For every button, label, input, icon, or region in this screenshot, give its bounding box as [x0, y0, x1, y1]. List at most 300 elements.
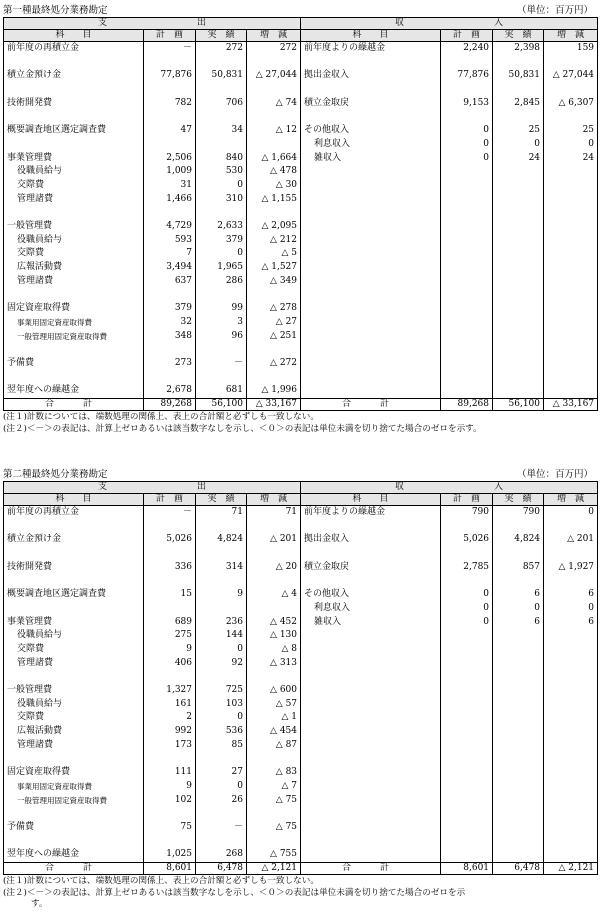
expenditure-item [4, 110, 144, 124]
table-row [4, 124, 598, 138]
expenditure-plan: 406 [144, 657, 196, 671]
expenditure-plan: 1,466 [144, 193, 196, 207]
expenditure-item: 積立金預け金 [4, 69, 144, 83]
expenditure-actual [196, 807, 247, 821]
expenditure-plan: 2 [144, 711, 196, 725]
revenue-diff [544, 110, 598, 124]
expenditure-diff: △ 272 [247, 357, 301, 371]
revenue-item: 前年度よりの繰越金 [301, 506, 441, 520]
revenue-plan [441, 330, 493, 344]
table-row [4, 821, 598, 835]
expenditure-actual: 96 [196, 330, 247, 344]
revenue-item: 雑収入 [301, 152, 441, 166]
expenditure-item: 技術開発費 [4, 561, 144, 575]
revenue-actual [493, 766, 544, 780]
expenditure-actual: 71 [196, 506, 247, 520]
expenditure-item: 交際費 [4, 711, 144, 725]
revenue-diff [544, 330, 598, 344]
revenue-plan [441, 261, 493, 275]
revenue-actual: 790 [493, 506, 544, 520]
revenue-plan: 0 [441, 124, 493, 138]
expenditure-diff: △ 130 [247, 629, 301, 643]
expenditure-plan: 637 [144, 275, 196, 289]
revenue-plan [441, 206, 493, 220]
expenditure-diff: △ 454 [247, 725, 301, 739]
expenditure-diff: △ 87 [247, 739, 301, 753]
revenue-plan [441, 821, 493, 835]
revenue-plan: 2,240 [441, 42, 493, 56]
expenditure-item: 前年度の再積立金 [4, 506, 144, 520]
revenue-plan: 0 [441, 138, 493, 152]
revenue-actual [493, 739, 544, 753]
expenditure-plan: 111 [144, 766, 196, 780]
revenue-plan [441, 302, 493, 316]
revenue-actual [493, 807, 544, 821]
table-row [4, 165, 598, 179]
table-row [4, 807, 598, 821]
revenue-actual [493, 165, 544, 179]
expenditure-item: 管理諸費 [4, 657, 144, 671]
revenue-plan [441, 848, 493, 862]
expenditure-actual: 9 [196, 588, 247, 602]
revenue-item [301, 753, 441, 767]
expenditure-plan: 173 [144, 739, 196, 753]
revenue-actual: 24 [493, 152, 544, 166]
revenue-plan [441, 110, 493, 124]
section-title: 第一種最終処分業務勘定 [3, 5, 108, 16]
revenue-item [301, 316, 441, 330]
table-row [4, 384, 598, 398]
expenditure-item [4, 520, 144, 534]
budget-table [3, 481, 598, 875]
expenditure-item: 事業用固定資産取得費 [4, 780, 144, 794]
table-row [4, 711, 598, 725]
expenditure-diff: △ 75 [247, 794, 301, 808]
revenue-actual [493, 725, 544, 739]
expenditure-plan: 336 [144, 561, 196, 575]
expenditure-plan: 161 [144, 698, 196, 712]
expenditure-item [4, 371, 144, 385]
revenue-plan [441, 83, 493, 97]
expenditure-diff: △ 74 [247, 97, 301, 111]
expenditure-diff [247, 602, 301, 616]
table-row [4, 316, 598, 330]
revenue-item: 雑収入 [301, 616, 441, 630]
unit-label: （単位：百万円） [516, 5, 593, 16]
revenue-plan [441, 753, 493, 767]
revenue-actual [493, 670, 544, 684]
table-row [4, 247, 598, 261]
revenue-plan [441, 643, 493, 657]
expenditure-diff [247, 670, 301, 684]
table-row [4, 138, 598, 152]
total-expenditure-diff: △ 2,121 [247, 863, 301, 875]
col-actual: 実 績 [493, 494, 544, 506]
expenditure-actual: 530 [196, 165, 247, 179]
col-diff: 増 減 [544, 30, 598, 42]
table-row [4, 69, 598, 83]
expenditure-plan: 77,876 [144, 69, 196, 83]
revenue-diff [544, 848, 598, 862]
expenditure-plan [144, 547, 196, 561]
revenue-diff: 159 [544, 42, 598, 56]
expenditure-plan: 102 [144, 794, 196, 808]
revenue-diff: 6 [544, 616, 598, 630]
col-item: 科 目 [301, 494, 441, 506]
expenditure-diff [247, 371, 301, 385]
expenditure-item: 交際費 [4, 247, 144, 261]
expenditure-plan: 1,025 [144, 848, 196, 862]
expenditure-actual: 0 [196, 780, 247, 794]
revenue-diff [544, 725, 598, 739]
expenditure-plan: － [144, 42, 196, 56]
revenue-item [301, 83, 441, 97]
table-row [4, 289, 598, 303]
revenue-item [301, 330, 441, 344]
revenue-actual [493, 371, 544, 385]
table-row [4, 330, 598, 344]
expenditure-item [4, 138, 144, 152]
revenue-actual [493, 275, 544, 289]
revenue-item [301, 220, 441, 234]
revenue-actual [493, 711, 544, 725]
note-line: す。 [31, 899, 48, 910]
expenditure-plan [144, 807, 196, 821]
expenditure-header: 支 出 [4, 482, 301, 494]
revenue-plan [441, 739, 493, 753]
table-row [4, 629, 598, 643]
revenue-diff: 25 [544, 124, 598, 138]
revenue-actual [493, 643, 544, 657]
expenditure-actual: － [196, 821, 247, 835]
expenditure-item: 管理諸費 [4, 193, 144, 207]
expenditure-item: 一般管理費 [4, 684, 144, 698]
expenditure-item: 役職員給与 [4, 629, 144, 643]
expenditure-actual [196, 56, 247, 70]
revenue-actual [493, 657, 544, 671]
expenditure-diff: △ 313 [247, 657, 301, 671]
expenditure-item: 固定資産取得費 [4, 302, 144, 316]
expenditure-item [4, 574, 144, 588]
revenue-diff [544, 302, 598, 316]
total-label: 合 計 [4, 399, 144, 411]
note-line: (注１)計数については、端数処理の関係上、表上の合計額と必ずしも一致しない。 [3, 876, 319, 887]
revenue-actual: 25 [493, 124, 544, 138]
notes [3, 876, 597, 911]
revenue-diff [544, 289, 598, 303]
expenditure-item: 管理諸費 [4, 739, 144, 753]
table-row [4, 97, 598, 111]
revenue-diff [544, 83, 598, 97]
revenue-actual [493, 357, 544, 371]
note-line: (注２)＜－＞の表記は、計算上ゼロあるいは該当数字なしを示し、＜０＞の表記は単位未満を切り捨てた場合のゼロを示す。 [3, 423, 482, 434]
expenditure-item: 一般管理用固定資産取得費 [4, 794, 144, 808]
revenue-diff [544, 343, 598, 357]
revenue-diff [544, 165, 598, 179]
expenditure-item: 固定資産取得費 [4, 766, 144, 780]
revenue-actual [493, 289, 544, 303]
expenditure-plan: 992 [144, 725, 196, 739]
revenue-actual [493, 520, 544, 534]
revenue-plan [441, 520, 493, 534]
revenue-item: その他収入 [301, 588, 441, 602]
revenue-item [301, 807, 441, 821]
expenditure-item: 広報活動費 [4, 725, 144, 739]
col-plan: 計 画 [441, 494, 493, 506]
total-row [4, 863, 598, 875]
revenue-diff: △ 1,927 [544, 561, 598, 575]
expenditure-diff: △ 600 [247, 684, 301, 698]
expenditure-diff: △ 27 [247, 316, 301, 330]
revenue-actual: 6 [493, 588, 544, 602]
expenditure-diff: △ 349 [247, 275, 301, 289]
revenue-diff [544, 684, 598, 698]
revenue-plan [441, 766, 493, 780]
revenue-diff: △ 27,044 [544, 69, 598, 83]
expenditure-plan [144, 138, 196, 152]
expenditure-item: 管理諸費 [4, 275, 144, 289]
expenditure-item [4, 807, 144, 821]
revenue-plan [441, 193, 493, 207]
expenditure-plan: 3,494 [144, 261, 196, 275]
expenditure-plan: 273 [144, 357, 196, 371]
revenue-plan [441, 179, 493, 193]
expenditure-diff: △ 7 [247, 780, 301, 794]
expenditure-actual: 840 [196, 152, 247, 166]
expenditure-diff [247, 835, 301, 849]
expenditure-item: 予備費 [4, 821, 144, 835]
revenue-diff: 0 [544, 138, 598, 152]
expenditure-actual: 0 [196, 711, 247, 725]
revenue-diff [544, 657, 598, 671]
expenditure-actual: 3 [196, 316, 247, 330]
revenue-item: その他収入 [301, 124, 441, 138]
revenue-item [301, 547, 441, 561]
revenue-actual: 0 [493, 602, 544, 616]
table-row [4, 588, 598, 602]
revenue-item [301, 670, 441, 684]
expenditure-item: 役職員給与 [4, 698, 144, 712]
revenue-plan [441, 384, 493, 398]
revenue-item: 拠出金収入 [301, 69, 441, 83]
expenditure-item: 交際費 [4, 179, 144, 193]
revenue-plan [441, 316, 493, 330]
expenditure-plan [144, 206, 196, 220]
revenue-plan [441, 629, 493, 643]
expenditure-plan: 47 [144, 124, 196, 138]
expenditure-actual: 681 [196, 384, 247, 398]
expenditure-actual: 99 [196, 302, 247, 316]
notes [3, 412, 597, 435]
expenditure-item [4, 83, 144, 97]
total-label: 合 計 [301, 863, 441, 875]
col-plan: 計 画 [144, 494, 196, 506]
expenditure-plan: 782 [144, 97, 196, 111]
revenue-actual: 2,398 [493, 42, 544, 56]
revenue-item [301, 520, 441, 534]
expenditure-item: 一般管理費 [4, 220, 144, 234]
revenue-actual [493, 206, 544, 220]
table-row [4, 83, 598, 97]
note-line: (注２)＜－＞の表記は、計算上ゼロあるいは該当数字なしを示し、＜０＞の表記は単位未満を切り捨てた場合のゼロを示 [3, 887, 466, 898]
col-actual: 実 績 [196, 494, 247, 506]
total-label: 合 計 [301, 399, 441, 411]
expenditure-plan [144, 574, 196, 588]
revenue-diff [544, 384, 598, 398]
revenue-diff [544, 753, 598, 767]
revenue-diff [544, 766, 598, 780]
revenue-diff [544, 835, 598, 849]
revenue-actual [493, 547, 544, 561]
revenue-diff: 0 [544, 602, 598, 616]
expenditure-plan [144, 670, 196, 684]
revenue-plan: 0 [441, 152, 493, 166]
revenue-header: 収 入 [301, 18, 598, 30]
total-revenue-diff: △ 2,121 [544, 863, 598, 875]
expenditure-diff: 71 [247, 506, 301, 520]
expenditure-actual: 34 [196, 124, 247, 138]
expenditure-actual: 103 [196, 698, 247, 712]
expenditure-actual: 379 [196, 234, 247, 248]
revenue-item [301, 643, 441, 657]
table-row [4, 152, 598, 166]
revenue-diff [544, 629, 598, 643]
revenue-item: 前年度よりの繰越金 [301, 42, 441, 56]
expenditure-actual: 536 [196, 725, 247, 739]
col-plan: 計 画 [441, 30, 493, 42]
revenue-diff [544, 807, 598, 821]
expenditure-actual: 268 [196, 848, 247, 862]
revenue-actual [493, 179, 544, 193]
expenditure-actual: 0 [196, 179, 247, 193]
total-revenue-diff: △ 33,167 [544, 399, 598, 411]
revenue-actual [493, 848, 544, 862]
table-row [4, 42, 598, 56]
table-row [4, 657, 598, 671]
revenue-diff [544, 780, 598, 794]
col-diff: 増 減 [247, 494, 301, 506]
expenditure-diff: △ 8 [247, 643, 301, 657]
revenue-item [301, 698, 441, 712]
revenue-item [301, 684, 441, 698]
revenue-diff: 6 [544, 588, 598, 602]
expenditure-diff: △ 478 [247, 165, 301, 179]
expenditure-actual: 50,831 [196, 69, 247, 83]
table-row [4, 275, 598, 289]
account-section-2 [3, 468, 597, 911]
expenditure-plan: 9 [144, 643, 196, 657]
expenditure-item [4, 547, 144, 561]
table-row [4, 371, 598, 385]
table-row [4, 753, 598, 767]
expenditure-diff: △ 57 [247, 698, 301, 712]
revenue-actual [493, 110, 544, 124]
revenue-actual [493, 698, 544, 712]
table-row [4, 835, 598, 849]
revenue-actual: 857 [493, 561, 544, 575]
expenditure-actual [196, 343, 247, 357]
revenue-diff [544, 206, 598, 220]
expenditure-plan: 2,678 [144, 384, 196, 398]
revenue-plan [441, 835, 493, 849]
unit-label: （単位：百万円） [516, 469, 593, 480]
revenue-diff [544, 698, 598, 712]
revenue-actual [493, 835, 544, 849]
budget-table [3, 17, 598, 411]
revenue-item [301, 302, 441, 316]
account-section-1 [3, 4, 597, 435]
total-expenditure-diff: △ 33,167 [247, 399, 301, 411]
expenditure-diff: △ 5 [247, 247, 301, 261]
expenditure-actual: 272 [196, 42, 247, 56]
expenditure-actual [196, 670, 247, 684]
expenditure-plan [144, 520, 196, 534]
revenue-plan [441, 234, 493, 248]
revenue-item [301, 629, 441, 643]
expenditure-plan [144, 83, 196, 97]
expenditure-item: 一般管理用固定資産取得費 [4, 330, 144, 344]
col-actual: 実 績 [493, 30, 544, 42]
revenue-item [301, 193, 441, 207]
revenue-item: 拠出金収入 [301, 533, 441, 547]
table-row [4, 261, 598, 275]
revenue-actual: 0 [493, 138, 544, 152]
total-expenditure-plan: 89,268 [144, 399, 196, 411]
expenditure-item [4, 602, 144, 616]
revenue-diff [544, 56, 598, 70]
revenue-diff: △ 6,307 [544, 97, 598, 111]
expenditure-header: 支 出 [4, 18, 301, 30]
expenditure-item: 事業管理費 [4, 152, 144, 166]
table-row [4, 698, 598, 712]
revenue-item [301, 739, 441, 753]
revenue-item [301, 725, 441, 739]
total-row [4, 399, 598, 411]
expenditure-plan: 7 [144, 247, 196, 261]
expenditure-actual [196, 835, 247, 849]
revenue-item [301, 261, 441, 275]
expenditure-actual: 0 [196, 247, 247, 261]
expenditure-plan: 1,327 [144, 684, 196, 698]
expenditure-actual [196, 83, 247, 97]
table-row [4, 206, 598, 220]
expenditure-diff: △ 1,155 [247, 193, 301, 207]
expenditure-plan: 275 [144, 629, 196, 643]
expenditure-diff: △ 201 [247, 533, 301, 547]
expenditure-plan: － [144, 506, 196, 520]
revenue-diff [544, 794, 598, 808]
revenue-item: 積立金取戻 [301, 97, 441, 111]
revenue-actual: 4,824 [493, 533, 544, 547]
expenditure-item [4, 835, 144, 849]
revenue-item [301, 275, 441, 289]
revenue-plan: 0 [441, 602, 493, 616]
expenditure-actual [196, 574, 247, 588]
expenditure-plan: 5,026 [144, 533, 196, 547]
table-row [4, 561, 598, 575]
expenditure-item: 概要調査地区選定調査費 [4, 588, 144, 602]
expenditure-actual [196, 547, 247, 561]
expenditure-item [4, 206, 144, 220]
total-revenue-plan: 89,268 [441, 399, 493, 411]
revenue-actual [493, 302, 544, 316]
expenditure-actual [196, 753, 247, 767]
table-row [4, 547, 598, 561]
expenditure-item: 事業用固定資産取得費 [4, 316, 144, 330]
revenue-diff [544, 520, 598, 534]
revenue-item [301, 206, 441, 220]
col-actual: 実 績 [196, 30, 247, 42]
